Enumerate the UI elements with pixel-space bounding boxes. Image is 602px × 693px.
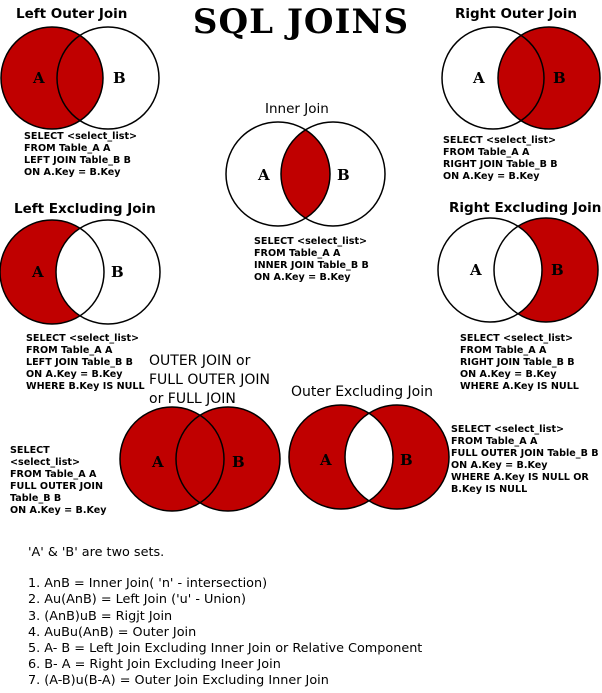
sql-line: FROM Table_A A bbox=[443, 147, 530, 158]
list-item: 7. (A-B)u(B-A) = Outer Join Excluding Inner Join bbox=[28, 673, 329, 689]
set-a-label: A bbox=[473, 69, 485, 87]
sql-line: ON A.Key = B.Key bbox=[443, 171, 540, 182]
sql-line: RIGHT JOIN Table_B B bbox=[443, 159, 558, 170]
list-item: 5. A- B = Left Join Excluding Inner Join or Relative Component bbox=[28, 641, 423, 657]
sql-line: FULL OUTER JOIN Table_B B bbox=[451, 448, 599, 459]
left-excluding-join-sql bbox=[26, 333, 145, 393]
sql-line: INNER JOIN Table_B B bbox=[254, 260, 369, 271]
sql-line: B.Key IS NULL bbox=[451, 484, 528, 495]
sql-line: WHERE A.Key IS NULL OR bbox=[451, 472, 589, 483]
inner-join-venn bbox=[225, 122, 387, 228]
sql-line: FROM Table_A A bbox=[26, 345, 113, 356]
set-b-label: B bbox=[553, 69, 566, 87]
set-b-label: B bbox=[232, 453, 245, 471]
list-item: 4. AuBu(AnB) = Outer Join bbox=[28, 624, 197, 640]
left-outer-join-title: Left Outer Join bbox=[16, 6, 128, 22]
set-b-label: B bbox=[113, 69, 126, 87]
list-item: 6. B- A = Right Join Excluding Ineer Join bbox=[28, 657, 281, 673]
sql-line: <select_list> bbox=[10, 457, 81, 468]
sql-line: SELECT <select_list> bbox=[24, 131, 138, 142]
sql-line: FULL OUTER JOIN bbox=[10, 481, 104, 492]
notes-list bbox=[28, 576, 422, 689]
set-a-label: A bbox=[470, 261, 482, 279]
left-outer-join-venn bbox=[0, 27, 162, 131]
sql-line: SELECT <select_list> bbox=[26, 333, 140, 344]
sql-line: FROM Table_A A bbox=[24, 143, 111, 154]
list-item: 1. AnB = Inner Join( 'n' - intersection) bbox=[28, 576, 268, 592]
sql-line: FROM Table_A A bbox=[460, 345, 547, 356]
title-line: or FULL JOIN bbox=[149, 391, 236, 407]
title-line: OUTER JOIN or bbox=[149, 353, 251, 369]
title-line: FULL OUTER JOIN bbox=[149, 372, 270, 388]
notes-intro: 'A' & 'B' are two sets. bbox=[28, 545, 165, 560]
sql-line: FROM Table_A A bbox=[254, 248, 341, 259]
sql-line: ON A.Key = B.Key bbox=[460, 369, 557, 380]
outer-excluding-join-venn bbox=[288, 404, 451, 510]
right-excluding-join-sql bbox=[460, 333, 579, 393]
sql-line: ON A.Key = B.Key bbox=[26, 369, 123, 380]
sql-line: SELECT <select_list> bbox=[451, 424, 565, 435]
full-outer-join-venn bbox=[119, 406, 282, 512]
inner-join-title: Inner Join bbox=[265, 101, 329, 117]
sql-line: LEFT JOIN Table_B B bbox=[26, 357, 133, 368]
set-a-label: A bbox=[33, 69, 45, 87]
set-b-label: B bbox=[337, 166, 350, 184]
set-b-label: B bbox=[111, 263, 124, 281]
right-excluding-join-title: Right Excluding Join bbox=[449, 200, 602, 216]
set-a-label: A bbox=[320, 451, 332, 469]
sql-line: FROM Table_A A bbox=[451, 436, 538, 447]
set-b-label: B bbox=[551, 261, 564, 279]
list-item: 2. Au(AnB) = Left Join ('u' - Union) bbox=[28, 592, 246, 608]
page-title: SQL JOINS bbox=[192, 2, 410, 42]
sql-line: SELECT <select_list> bbox=[460, 333, 574, 344]
sql-line: RIGHT JOIN Table_B B bbox=[460, 357, 575, 368]
right-outer-join-title: Right Outer Join bbox=[455, 6, 578, 22]
left-outer-join-sql bbox=[24, 131, 137, 179]
sql-line: LEFT JOIN Table_B B bbox=[24, 155, 131, 166]
sql-line: ON A.Key = B.Key bbox=[451, 460, 548, 471]
outer-excluding-join-sql bbox=[451, 424, 599, 496]
sql-line: SELECT <select_list> bbox=[254, 236, 368, 247]
sql-line: SELECT <select_list> bbox=[443, 135, 557, 146]
list-item: 3. (AnB)uB = Rigjt Join bbox=[28, 608, 173, 624]
inner-join-sql bbox=[254, 236, 369, 284]
sql-line: FROM Table_A A bbox=[10, 469, 97, 480]
set-a-label: A bbox=[32, 263, 44, 281]
right-excluding-join-venn bbox=[437, 218, 600, 324]
sql-line: ON A.Key = B.Key bbox=[24, 167, 121, 178]
sql-line: WHERE B.Key IS NULL bbox=[26, 381, 145, 392]
set-a-label: A bbox=[152, 453, 164, 471]
left-excluding-join-venn bbox=[0, 220, 162, 326]
full-outer-join-sql bbox=[10, 445, 107, 517]
set-b-label: B bbox=[400, 451, 413, 469]
sql-line: SELECT bbox=[10, 445, 50, 456]
left-excluding-join-title: Left Excluding Join bbox=[14, 201, 156, 217]
sql-line: ON A.Key = B.Key bbox=[10, 505, 107, 516]
notes bbox=[28, 545, 422, 690]
sql-line: WHERE A.Key IS NULL bbox=[460, 381, 579, 392]
full-outer-join-title bbox=[149, 352, 270, 409]
right-outer-join-venn bbox=[441, 27, 602, 131]
sql-line: Table_B B bbox=[10, 493, 62, 504]
sql-line: ON A.Key = B.Key bbox=[254, 272, 351, 283]
right-outer-join-sql bbox=[443, 135, 558, 183]
set-a-label: A bbox=[258, 166, 270, 184]
outer-excluding-join-title: Outer Excluding Join bbox=[291, 384, 433, 400]
